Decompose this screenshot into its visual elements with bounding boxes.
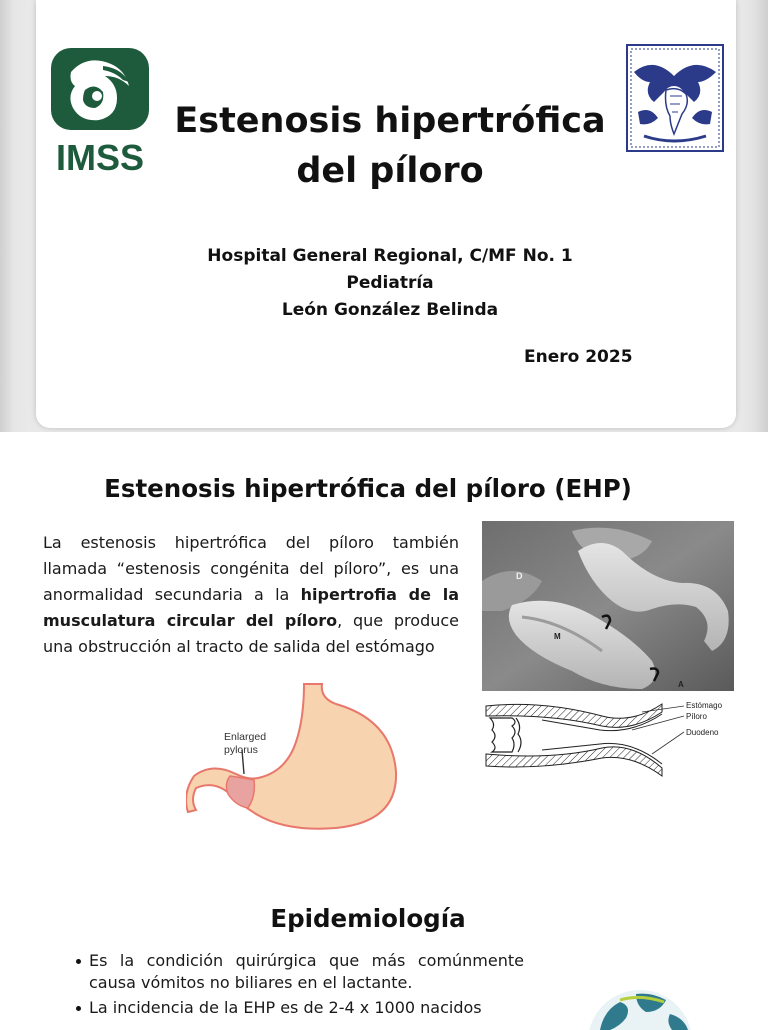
paragraph-text-bold: hipertrofia de la musculatura circular del píloro (43, 585, 460, 630)
author-name: León González Belinda (281, 300, 499, 320)
unam-seal-logo (624, 42, 726, 154)
diagram-label-duodenum: Duodeno (686, 728, 719, 737)
paragraph-text-post: , que produce una obstrucción al tracto de salida del estómago (43, 611, 460, 656)
slide-3 (0, 882, 768, 1024)
department-name: Pediatría (346, 273, 434, 293)
slide-1-frame (0, 0, 768, 432)
stomach-label-line2: pylorus (224, 744, 258, 756)
epidemiology-bullet-list (74, 950, 524, 1022)
hospital-name: Hospital General Regional, C/MF No. 1 (207, 246, 573, 266)
imss-logo-text: IMSS (55, 137, 145, 178)
photo-label-a: A (678, 680, 684, 689)
slide-1-title-line2: del píloro (296, 151, 484, 191)
slide-1-title (156, 96, 624, 196)
diagram-label-pylorus: Píloro (686, 712, 707, 721)
slide-2 (0, 432, 768, 882)
imss-logo (43, 42, 157, 180)
slide-2-paragraph (43, 530, 459, 660)
globe-illustration (580, 990, 700, 1030)
pylorus-cross-section-diagram (482, 694, 734, 784)
slide-3-title: Epidemiología (270, 904, 466, 933)
slide-1-title-line1: Estenosis hipertrófica (174, 101, 606, 141)
bullet-item: Es la condición quirúrgica que más comúnmente causa vómitos no biliares en el lactante. (74, 950, 524, 994)
slide-1-date: Enero 2025 (524, 347, 633, 367)
photo-label-m: M (554, 632, 561, 641)
photo-label-d: D (516, 571, 523, 581)
bullet-item: La incidencia de la EHP es de 2-4 x 1000 nacidos (74, 997, 524, 1019)
surgical-photo (482, 521, 734, 691)
paragraph-text-pre: La estenosis hipertrófica del píloro también llamada “estenosis congénita del píloro”, es una anormalidad secundaria a la (43, 533, 459, 604)
stomach-label-line1: Enlarged (224, 731, 267, 743)
diagram-label-stomach: Estómago (686, 701, 723, 710)
slide-2-title: Estenosis hipertrófica del píloro (EHP) (104, 474, 632, 503)
slide-1-info (156, 243, 624, 324)
stomach-illustration (186, 682, 416, 832)
slide-1 (36, 0, 736, 428)
